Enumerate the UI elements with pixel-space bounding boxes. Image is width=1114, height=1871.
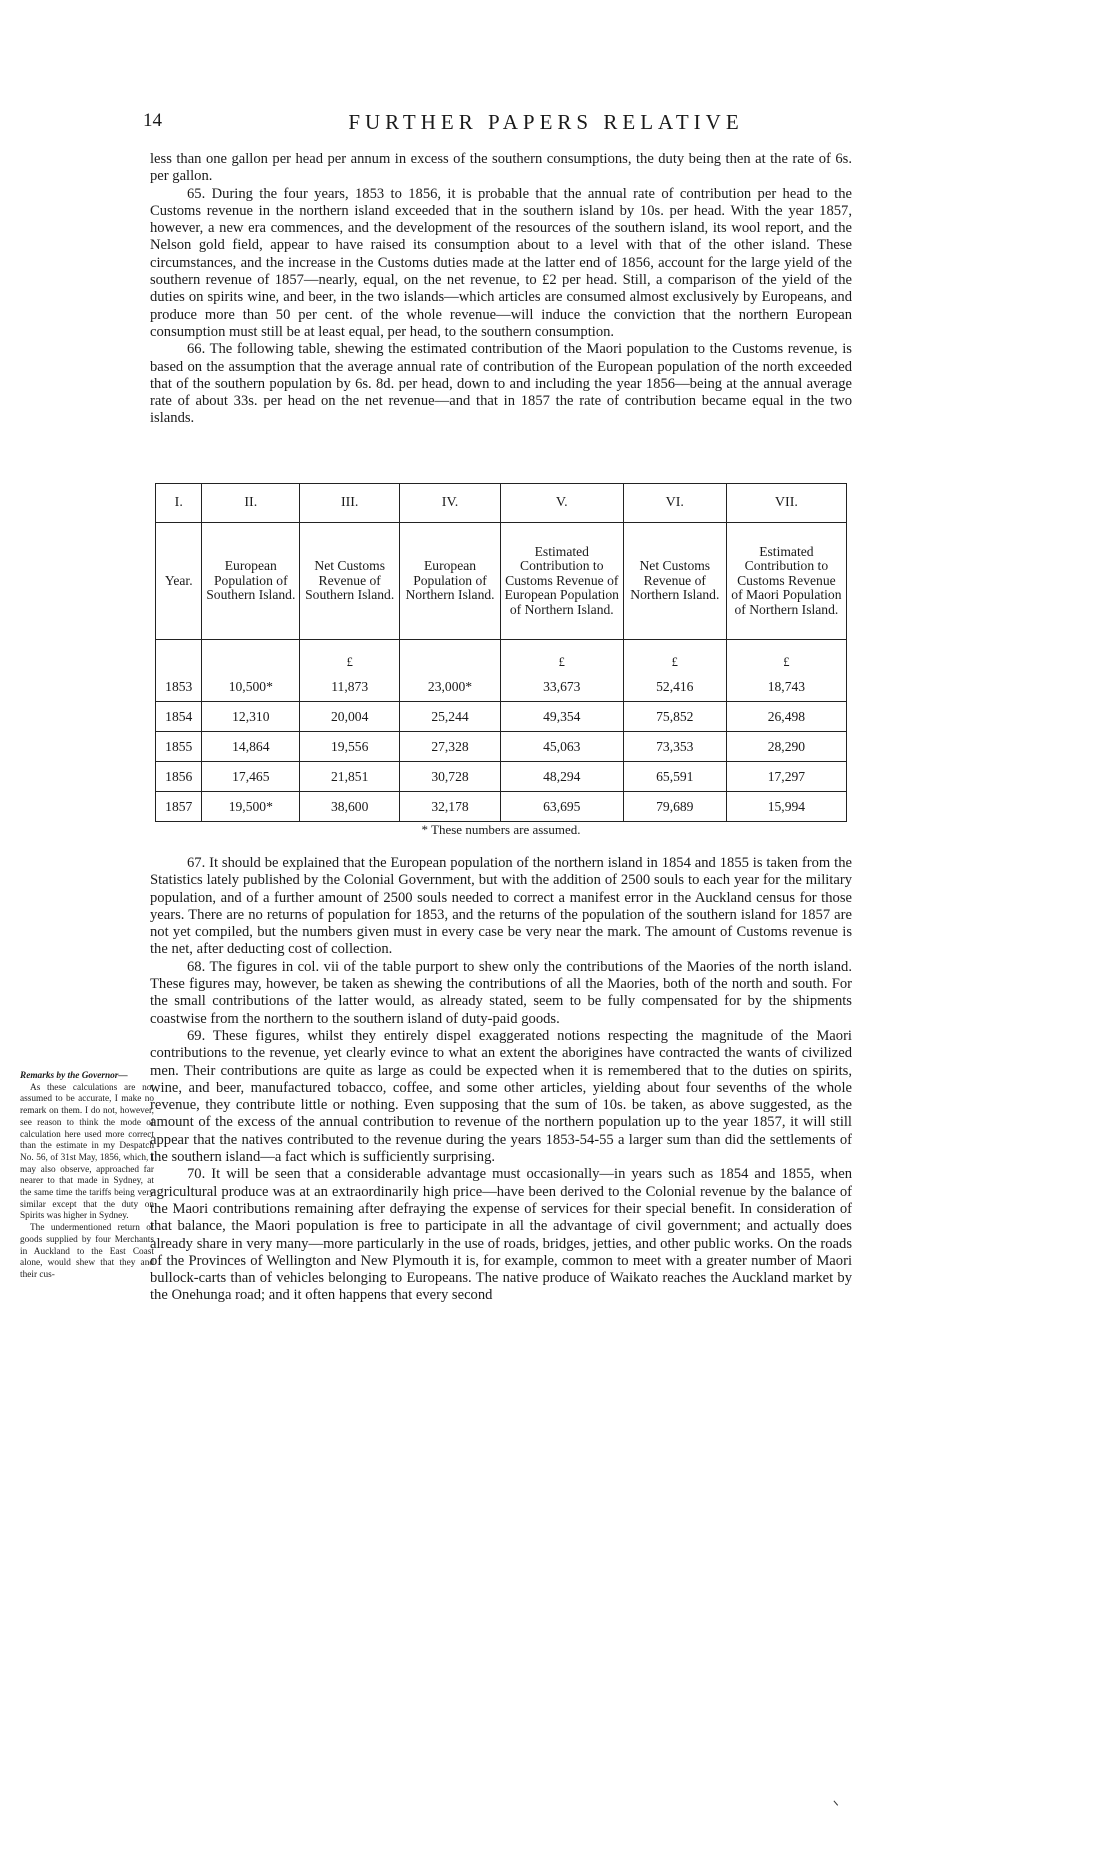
unit-cell: £ [500, 640, 623, 673]
body-text-top [150, 151, 852, 428]
column-numeral: III. [300, 484, 400, 523]
paragraph-65: 65. During the four years, 1853 to 1856, it is probable that the annual rate of contribution per head to the Customs revenue in the northern island exceeded that in the southern island by 10s. per head. With the year 1857, however, a new era commences, and the development of the resources of the southern island, its wool report, and the Nelson gold field, appear to have raised its consumption about to a level with that of the other island. These circumstances, and the increase in the Customs duties made at the latter end of 1856, account for the large yield of the southern revenue of 1857—nearly, equal, on the net revenue, to £2 per head. Still, a comparison of the yield of the duties on spirits wine, and beer, in the two islands—which articles are consumed almost exclusively by Europeans, and produce more than 50 per cent. of the whole revenue—will induce the conviction that the northern European consumption must still be at least equal, per head, to the southern consumption. [150, 185, 852, 340]
table-cell: 79,689 [623, 792, 726, 822]
column-numeral: VII. [726, 484, 846, 523]
table-cell: 12,310 [202, 702, 300, 732]
stray-print-mark [829, 1800, 838, 1809]
table-cell: 19,500* [202, 792, 300, 822]
unit-cell [202, 640, 300, 673]
column-header-year: Year. [156, 523, 202, 640]
table-cell: 18,743 [726, 672, 846, 702]
page-number: 14 [143, 110, 162, 131]
sidenote-paragraph: The undermentioned return of goods supplied by four Merchants in Auckland to the East Coast alone, would shew that they and their cus- [20, 1223, 154, 1280]
table-cell: 26,498 [726, 702, 846, 732]
table-cell: 48,294 [500, 762, 623, 792]
unit-cell: £ [623, 640, 726, 673]
table-cell: 14,864 [202, 732, 300, 762]
maori-contribution-table [155, 483, 847, 822]
table-cell: 19,556 [300, 732, 400, 762]
column-header-european-contribution: Estimated Contribution to Customs Revenue of European Population of Northern Island. [500, 523, 623, 640]
column-numeral: I. [156, 484, 202, 523]
table-cell: 45,063 [500, 732, 623, 762]
column-header-northern-population: European Population of Northern Island. [400, 523, 501, 640]
column-header-southern-revenue: Net Customs Revenue of Southern Island. [300, 523, 400, 640]
paragraph-70: 70. It will be seen that a considerable advantage must occasionally—in years such as 1854 and 1855, when agricultural produce was at an extraordinarily high price—have been derived to the Colonial revenue by the balance of the Maori contributions remaining after defraying the expense of services for their special benefit. In consideration of that balance, the Maori population is free to participate in all the advantage of civil government; and actually does already share in very many—more particularly in the use of roads, bridges, jetties, and other public works. On the roads of the Provinces of Wellington and New Plymouth it is, for example, common to meet with a greater number of Maori bullock-carts than of vehicles belonging to Europeans. The native produce of Waikato reaches the Auckland market by the Onehunga road; and it often happens that every second [150, 1166, 852, 1304]
table-row [156, 702, 847, 732]
paragraph-69: 69. These figures, whilst they entirely dispel exaggerated notions respecting the magnitude of the Maori contributions to the revenue, yet clearly evince to what an extent the aborigines have contracted the wants of civilized men. Their contributions are quite as large as could be expected when it is remembered that to the duties on spirits, wine, and beer, manufactured tobacco, coffee, and some other articles, yielding about four sevenths of the whole revenue, they contribute little or nothing. Even supposing that the sum of 10s. be taken, as above suggested, as the amount of the excess of the annual contribution to revenue of the northern population up to the year 1857, it will still appear that the natives contributed to the revenue during the years 1853-54-55 a larger sum than did the settlements of the southern island—a fact which is sufficiently surprising. [150, 1027, 852, 1166]
column-header-maori-contribution: Estimated Contribution to Customs Revenue of Maori Population of Northern Island. [726, 523, 846, 640]
running-title: FURTHER PAPERS RELATIVE [348, 110, 744, 134]
table-cell: 30,728 [400, 762, 501, 792]
column-numeral: IV. [400, 484, 501, 523]
unit-cell: £ [726, 640, 846, 673]
table-cell: 17,297 [726, 762, 846, 792]
table-cell: 63,695 [500, 792, 623, 822]
year-cell: 1857 [156, 792, 202, 822]
table-row [156, 762, 847, 792]
year-cell: 1855 [156, 732, 202, 762]
table-cell: 25,244 [400, 702, 501, 732]
table-row [156, 792, 847, 822]
table-row [156, 732, 847, 762]
table-cell: 49,354 [500, 702, 623, 732]
table-cell: 65,591 [623, 762, 726, 792]
table-cell: 38,600 [300, 792, 400, 822]
table-cell: 21,851 [300, 762, 400, 792]
column-numeral: VI. [623, 484, 726, 523]
year-cell: 1854 [156, 702, 202, 732]
governor-marginal-note [20, 1071, 154, 1282]
table-cell: 32,178 [400, 792, 501, 822]
body-text-bottom [150, 855, 852, 1305]
table-cell: 75,852 [623, 702, 726, 732]
paragraph-66: 66. The following table, shewing the estimated contribution of the Maori population to the Customs revenue, is based on the assumption that the average annual rate of contribution of the European population of the north exceeded that of the southern population by 6s. 8d. per head, down to and including the year 1856—being at the annual average rate of about 33s. per head on the net revenue—and that in 1857 the rate of contribution became equal in the two islands. [150, 341, 852, 427]
table-cell: 11,873 [300, 672, 400, 702]
table-cell: 17,465 [202, 762, 300, 792]
table-column-headers [156, 523, 847, 640]
sidenote-heading: Remarks by the Governor— [20, 1071, 128, 1081]
table-column-numerals [156, 484, 847, 523]
paragraph-68: 68. The figures in col. vii of the table purport to shew only the contributions of the Maories of the north island. These figures may, however, be taken as shewing the contributions of all the Maories, both of the north and south. For the small contributions of the latter would, as already stated, seem to be fully compensated for by the shipments coastwise from the northern to the southern island of duty-paid goods. [150, 958, 852, 1027]
unit-cell [400, 640, 501, 673]
table-footnote: * These numbers are assumed. [421, 822, 581, 837]
column-numeral: V. [500, 484, 623, 523]
unit-cell: £ [300, 640, 400, 673]
table-cell: 33,673 [500, 672, 623, 702]
column-header-southern-population: European Population of Southern Island. [202, 523, 300, 640]
table-cell: 27,328 [400, 732, 501, 762]
sidenote-paragraph: As these calculations are not assumed to be accurate, I make no remark on them. I do not, however, see reason to think the mode of calculation here used more correct than the estimate in my Despatch No. 56, of 31st May, 1856, which, I may also observe, approached far nearer to that made in Sydney, at the same time the tariffs being very similar except that the duty on Spirits was higher in Sydney. [20, 1082, 154, 1222]
table-row [156, 672, 847, 702]
paragraph-67: 67. It should be explained that the European population of the northern island in 1854 and 1855 is taken from the Statistics lately published by the Colonial Government, but with the addition of 2500 souls to each year for the military population, and of a further amount of 2500 souls needed to correct a manifest error in the Auckland census for those years. There are no returns of population for 1853, and the returns of the population of the southern island for 1857 are not yet compiled, but the numbers given must in every case be very near the mark. The amount of Customs revenue is the net, after deducting cost of collection. [150, 855, 852, 958]
table-cell: 15,994 [726, 792, 846, 822]
table-cell: 20,004 [300, 702, 400, 732]
year-cell: 1853 [156, 672, 202, 702]
unit-cell [156, 640, 202, 673]
column-header-northern-revenue: Net Customs Revenue of Northern Island. [623, 523, 726, 640]
table-cell: 52,416 [623, 672, 726, 702]
page-header [143, 110, 849, 140]
column-numeral: II. [202, 484, 300, 523]
table-units-row [156, 640, 847, 673]
table-cell: 28,290 [726, 732, 846, 762]
table-cell: 23,000* [400, 672, 501, 702]
paragraph-64-continued: less than one gallon per head per annum in excess of the southern consumptions, the duty being then at the rate of 6s. per gallon. [150, 151, 852, 185]
table-cell: 73,353 [623, 732, 726, 762]
table-cell: 10,500* [202, 672, 300, 702]
year-cell: 1856 [156, 762, 202, 792]
